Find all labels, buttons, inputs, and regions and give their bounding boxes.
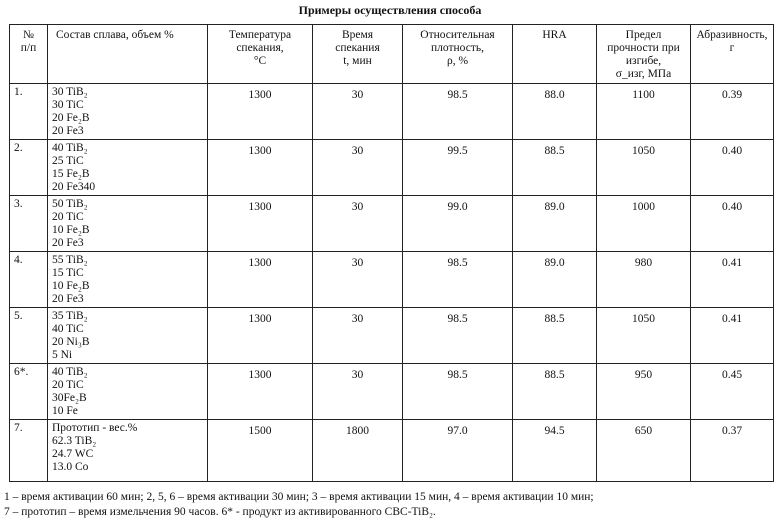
abrasion-cell: 0.41	[691, 308, 774, 364]
composition-cell	[48, 140, 208, 196]
composition-line: 5 Ni	[52, 349, 73, 361]
composition-line: 62.3 TiB₂	[52, 435, 97, 447]
header-num: № п/п	[10, 25, 48, 84]
composition-line: 13.0 Co	[52, 461, 89, 473]
temperature-cell: 1300	[208, 364, 313, 420]
temperature-cell: 1300	[208, 140, 313, 196]
row-number: 6*.	[10, 364, 48, 420]
header-composition: Состав сплава, объем %	[48, 25, 208, 84]
composition-line: Прототип - вес.%	[52, 422, 138, 434]
strength-cell: 1100	[597, 84, 691, 140]
density-cell: 98.5	[403, 308, 513, 364]
density-cell: 97.0	[403, 420, 513, 482]
row-number: 7.	[10, 420, 48, 482]
composition-line: 20 Fe₂B	[52, 112, 90, 124]
header-hra: HRA	[513, 25, 597, 84]
table-row	[10, 252, 774, 308]
time-cell: 1800	[313, 420, 403, 482]
composition-cell	[48, 196, 208, 252]
composition-line: 20 Ni₃B	[52, 336, 90, 348]
strength-cell: 1050	[597, 140, 691, 196]
density-cell: 98.5	[403, 364, 513, 420]
row-number: 4.	[10, 252, 48, 308]
header-density: Относительная плотность, ρ, %	[403, 25, 513, 84]
strength-cell: 650	[597, 420, 691, 482]
abrasion-cell: 0.40	[691, 140, 774, 196]
composition-line: 40 TiB₂	[52, 142, 88, 154]
hra-cell: 88.5	[513, 140, 597, 196]
abrasion-cell: 0.45	[691, 364, 774, 420]
temperature-cell: 1300	[208, 196, 313, 252]
composition-line: 20 Fe3	[52, 125, 84, 137]
composition-line: 20 TiC	[52, 379, 84, 391]
composition-line: 20 Fe3	[52, 237, 84, 249]
composition-line: 40 TiC	[52, 323, 84, 335]
temperature-cell: 1300	[208, 84, 313, 140]
abrasion-cell: 0.39	[691, 84, 774, 140]
composition-line: 20 Fe3	[52, 293, 84, 305]
page-title: Примеры осуществления способа	[298, 3, 482, 17]
strength-cell: 1050	[597, 308, 691, 364]
density-cell: 98.5	[403, 252, 513, 308]
composition-line: 35 TiB₂	[52, 310, 88, 322]
time-cell: 30	[313, 364, 403, 420]
composition-cell	[48, 252, 208, 308]
table-row	[10, 420, 774, 482]
abrasion-cell: 0.37	[691, 420, 774, 482]
composition-line: 20 TiC	[52, 211, 84, 223]
composition-line: 30Fe₂B	[52, 392, 87, 404]
density-cell: 99.0	[403, 196, 513, 252]
composition-line: 15 Fe₂B	[52, 168, 90, 180]
header-time: Время спекания t, мин	[313, 25, 403, 84]
header-abrasion: Абразивность, г	[691, 25, 774, 84]
strength-cell: 980	[597, 252, 691, 308]
composition-line: 50 TiB₂	[52, 198, 88, 210]
strength-cell: 1000	[597, 196, 691, 252]
composition-line: 10 Fe₂B	[52, 280, 90, 292]
hra-cell: 88.5	[513, 364, 597, 420]
table-row	[10, 84, 774, 140]
density-cell: 98.5	[403, 84, 513, 140]
time-cell: 30	[313, 308, 403, 364]
composition-line: 25 TiC	[52, 155, 84, 167]
footnote-line: 1 – время активации 60 мин; 2, 5, 6 – время активации 30 мин; 3 – время активации 15 мин, 4 – время активации 10 мин;	[4, 491, 594, 503]
footnote-line: 7 – прототип – время измельчения 90 часов. 6* - продукт из активированного СВС-TiB₂.	[4, 506, 436, 518]
abrasion-cell: 0.41	[691, 252, 774, 308]
hra-cell: 89.0	[513, 196, 597, 252]
time-cell: 30	[313, 84, 403, 140]
temperature-cell: 1300	[208, 252, 313, 308]
table-row	[10, 364, 774, 420]
hra-cell: 88.0	[513, 84, 597, 140]
table-row	[10, 308, 774, 364]
row-number: 1.	[10, 84, 48, 140]
table-header-row	[10, 25, 774, 84]
row-number: 5.	[10, 308, 48, 364]
composition-cell	[48, 84, 208, 140]
composition-line: 30 TiC	[52, 99, 84, 111]
composition-cell	[48, 364, 208, 420]
strength-cell: 950	[597, 364, 691, 420]
results-table	[9, 24, 774, 482]
footnotes	[4, 490, 776, 520]
hra-cell: 88.5	[513, 308, 597, 364]
composition-line: 40 TiB₂	[52, 366, 88, 378]
row-number: 3.	[10, 196, 48, 252]
header-strength: Предел прочности при изгибе, σ_изг, МПа	[597, 25, 691, 84]
table-row	[10, 196, 774, 252]
composition-line: 24.7 WC	[52, 448, 94, 460]
composition-line: 30 TiB₂	[52, 86, 88, 98]
abrasion-cell: 0.40	[691, 196, 774, 252]
density-cell: 99.5	[403, 140, 513, 196]
table-row	[10, 140, 774, 196]
temperature-cell: 1500	[208, 420, 313, 482]
composition-line: 20 Fe340	[52, 181, 96, 193]
time-cell: 30	[313, 196, 403, 252]
composition-cell	[48, 420, 208, 482]
composition-cell	[48, 308, 208, 364]
header-temperature: Температура спекания, °C	[208, 25, 313, 84]
time-cell: 30	[313, 140, 403, 196]
hra-cell: 94.5	[513, 420, 597, 482]
composition-line: 55 TiB₂	[52, 254, 88, 266]
composition-line: 15 TiC	[52, 267, 84, 279]
composition-line: 10 Fe	[52, 405, 78, 417]
composition-line: 10 Fe₂B	[52, 224, 90, 236]
time-cell: 30	[313, 252, 403, 308]
row-number: 2.	[10, 140, 48, 196]
hra-cell: 89.0	[513, 252, 597, 308]
temperature-cell: 1300	[208, 308, 313, 364]
